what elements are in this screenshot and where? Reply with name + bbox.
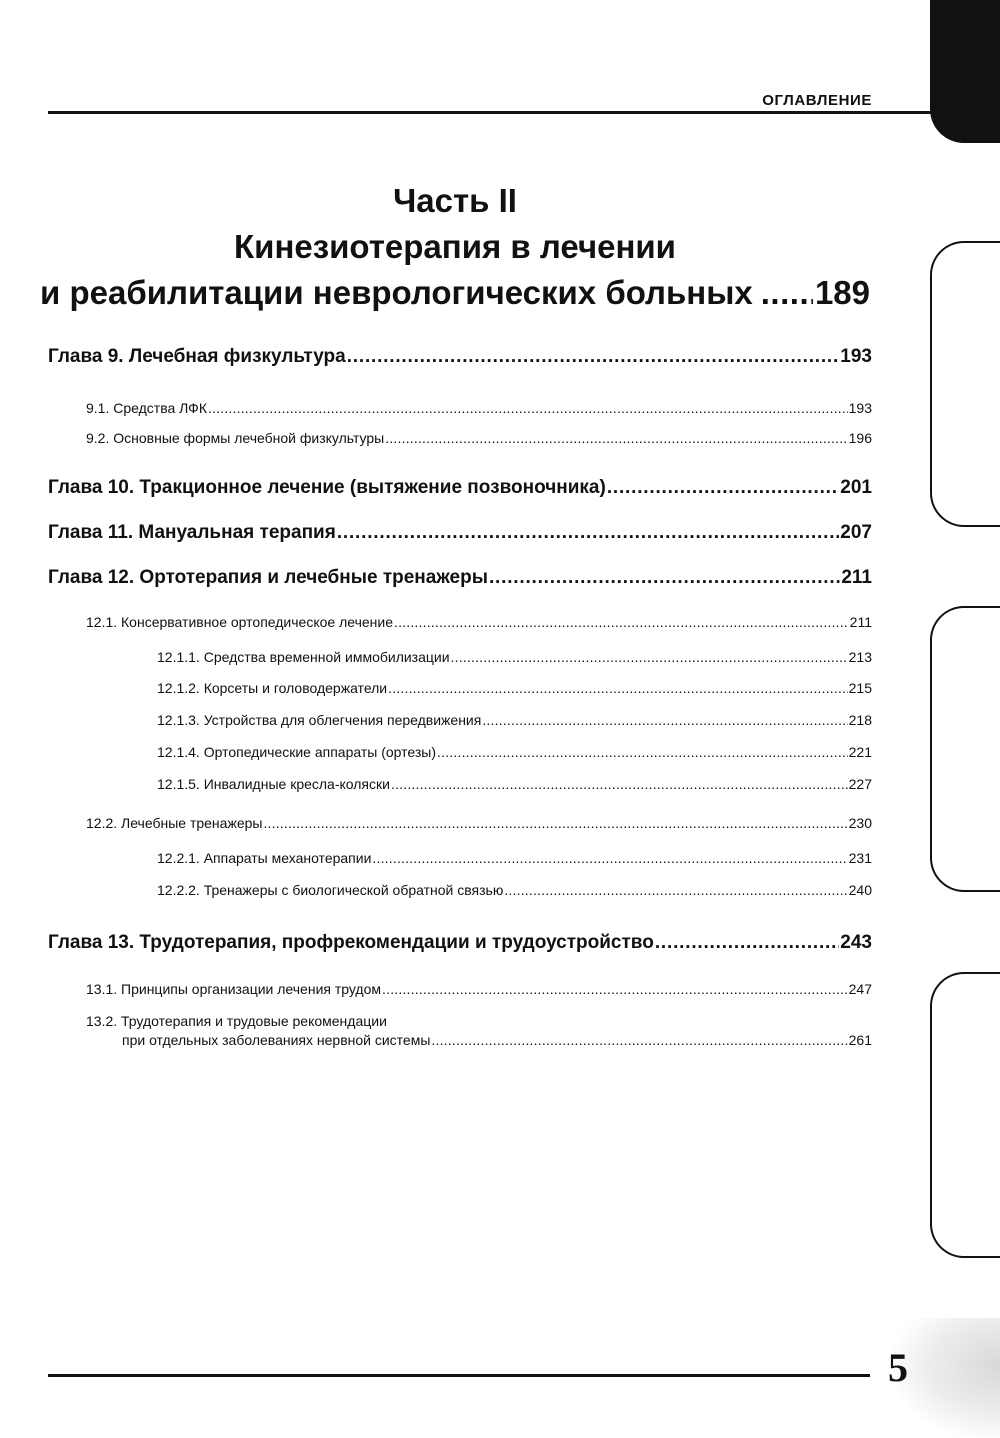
section-title: 12.2.1. Аппараты механотерапии [157, 850, 372, 866]
page-ref: 189 [814, 274, 870, 311]
toc-chapter-12[interactable] [48, 567, 872, 589]
dot-leader [482, 712, 847, 728]
toc-chapter-13[interactable] [48, 932, 872, 954]
toc-chapter-11[interactable] [48, 522, 872, 544]
section-tab-2 [930, 606, 1000, 892]
dot-leader [263, 815, 847, 831]
toc-section-12-1-4[interactable] [157, 744, 872, 760]
dot-leader [451, 649, 848, 665]
dot-leader [607, 477, 839, 499]
page-ref: 230 [848, 815, 872, 831]
page-ref: 218 [848, 712, 872, 728]
section-title: 12.2. Лечебные тренажеры [86, 815, 263, 831]
footer-rule [48, 1374, 870, 1377]
section-title: 13.1. Принципы организации лечения трудом [86, 981, 382, 997]
section-tab-active [930, 0, 1000, 143]
chapter-title: Глава 12. Ортотерапия и лечебные тренажеры [48, 567, 488, 588]
corner-shadow [893, 1318, 1000, 1438]
dot-leader [391, 776, 848, 792]
page-ref: 196 [848, 430, 872, 446]
section-title: 12.1.1. Средства временной иммобилизации [157, 649, 450, 665]
section-tab-3 [930, 972, 1000, 1258]
page-ref: 261 [848, 1032, 872, 1048]
dot-leader [382, 981, 848, 997]
toc-section-9-2[interactable] [86, 430, 872, 446]
chapter-title: Глава 11. Мануальная терапия [48, 522, 336, 543]
toc-section-12-1-1[interactable] [157, 649, 872, 665]
page-number: 5 [888, 1345, 908, 1390]
dot-leader [437, 744, 848, 760]
toc-section-12-2-2[interactable] [157, 882, 872, 898]
chapter-title: Глава 10. Тракционное лечение (вытяжение позвоночника) [48, 477, 606, 498]
chapter-title: Глава 13. Трудотерапия, профрекомендации и трудоустройство [48, 932, 654, 953]
page-ref: 201 [840, 477, 872, 498]
section-title: 12.2.2. Тренажеры с биологической обратной связью [157, 882, 504, 898]
part-title-text: и реабилитации неврологических больных [40, 274, 753, 311]
running-header: ОГЛАВЛЕНИЕ [762, 92, 872, 109]
page-ref: 211 [841, 567, 872, 588]
toc-chapter-10[interactable] [48, 477, 872, 499]
page-ref: 215 [848, 680, 872, 696]
page-ref: 231 [848, 850, 872, 866]
section-title: 12.1.4. Ортопедические аппараты (ортезы) [157, 744, 437, 760]
dot-leader [347, 346, 840, 368]
dot-leader [372, 850, 847, 866]
dot-leader [489, 567, 840, 589]
section-title: 12.1.2. Корсеты и головодержатели [157, 680, 388, 696]
dot-leader [388, 680, 848, 696]
toc-section-12-2-1[interactable] [157, 850, 872, 866]
section-tab-1 [930, 241, 1000, 527]
page-ref: 221 [848, 744, 872, 760]
part-number: Часть II [393, 182, 517, 219]
toc-section-12-1-5[interactable] [157, 776, 872, 792]
dot-leader [655, 932, 839, 954]
page-ref: 247 [848, 981, 872, 997]
page-ref: 213 [848, 649, 872, 665]
dot-leader [337, 522, 839, 544]
page-ref: 240 [848, 882, 872, 898]
section-title: 12.1.5. Инвалидные кресла-коляски [157, 776, 390, 792]
toc-section-13-1[interactable] [86, 981, 872, 997]
chapter-title: Глава 9. Лечебная физкультура [48, 346, 346, 367]
dot-leader [504, 882, 847, 898]
dot-leader [394, 614, 849, 630]
dot-leader [431, 1032, 847, 1048]
section-title: 9.2. Основные формы лечебной физкультуры [86, 430, 385, 446]
part-heading [40, 178, 870, 316]
page-ref: 193 [848, 400, 872, 416]
dot-leader [385, 430, 847, 446]
part-title-line2[interactable] [40, 270, 870, 316]
part-title-line1: Кинезиотерапия в лечении [234, 228, 676, 265]
toc-section-9-1[interactable] [86, 400, 872, 416]
page-ref: 227 [848, 776, 872, 792]
section-title: 9.1. Средства ЛФК [86, 400, 207, 416]
page-ref: 207 [840, 522, 872, 543]
page-ref: 211 [849, 614, 872, 630]
toc-section-13-2[interactable] [86, 1032, 872, 1048]
dot-leader [208, 400, 848, 416]
toc-section-13-2-line1[interactable]: 13.2. Трудотерапия и трудовые рекомендации [86, 1013, 387, 1029]
page-ref: 243 [840, 932, 872, 953]
page-ref: 193 [840, 346, 872, 367]
toc-section-12-1-2[interactable] [157, 680, 872, 696]
toc-section-12-1-3[interactable] [157, 712, 872, 728]
section-title: 12.1. Консервативное ортопедическое лечение [86, 614, 393, 630]
section-title: при отдельных заболеваниях нервной системы [122, 1032, 431, 1048]
dot-leader [761, 270, 813, 316]
header-rule [48, 111, 933, 114]
toc-section-12-1[interactable] [86, 614, 872, 630]
toc-chapter-9[interactable] [48, 346, 872, 368]
section-title: 12.1.3. Устройства для облегчения передвижения [157, 712, 482, 728]
toc-section-12-2[interactable] [86, 815, 872, 831]
